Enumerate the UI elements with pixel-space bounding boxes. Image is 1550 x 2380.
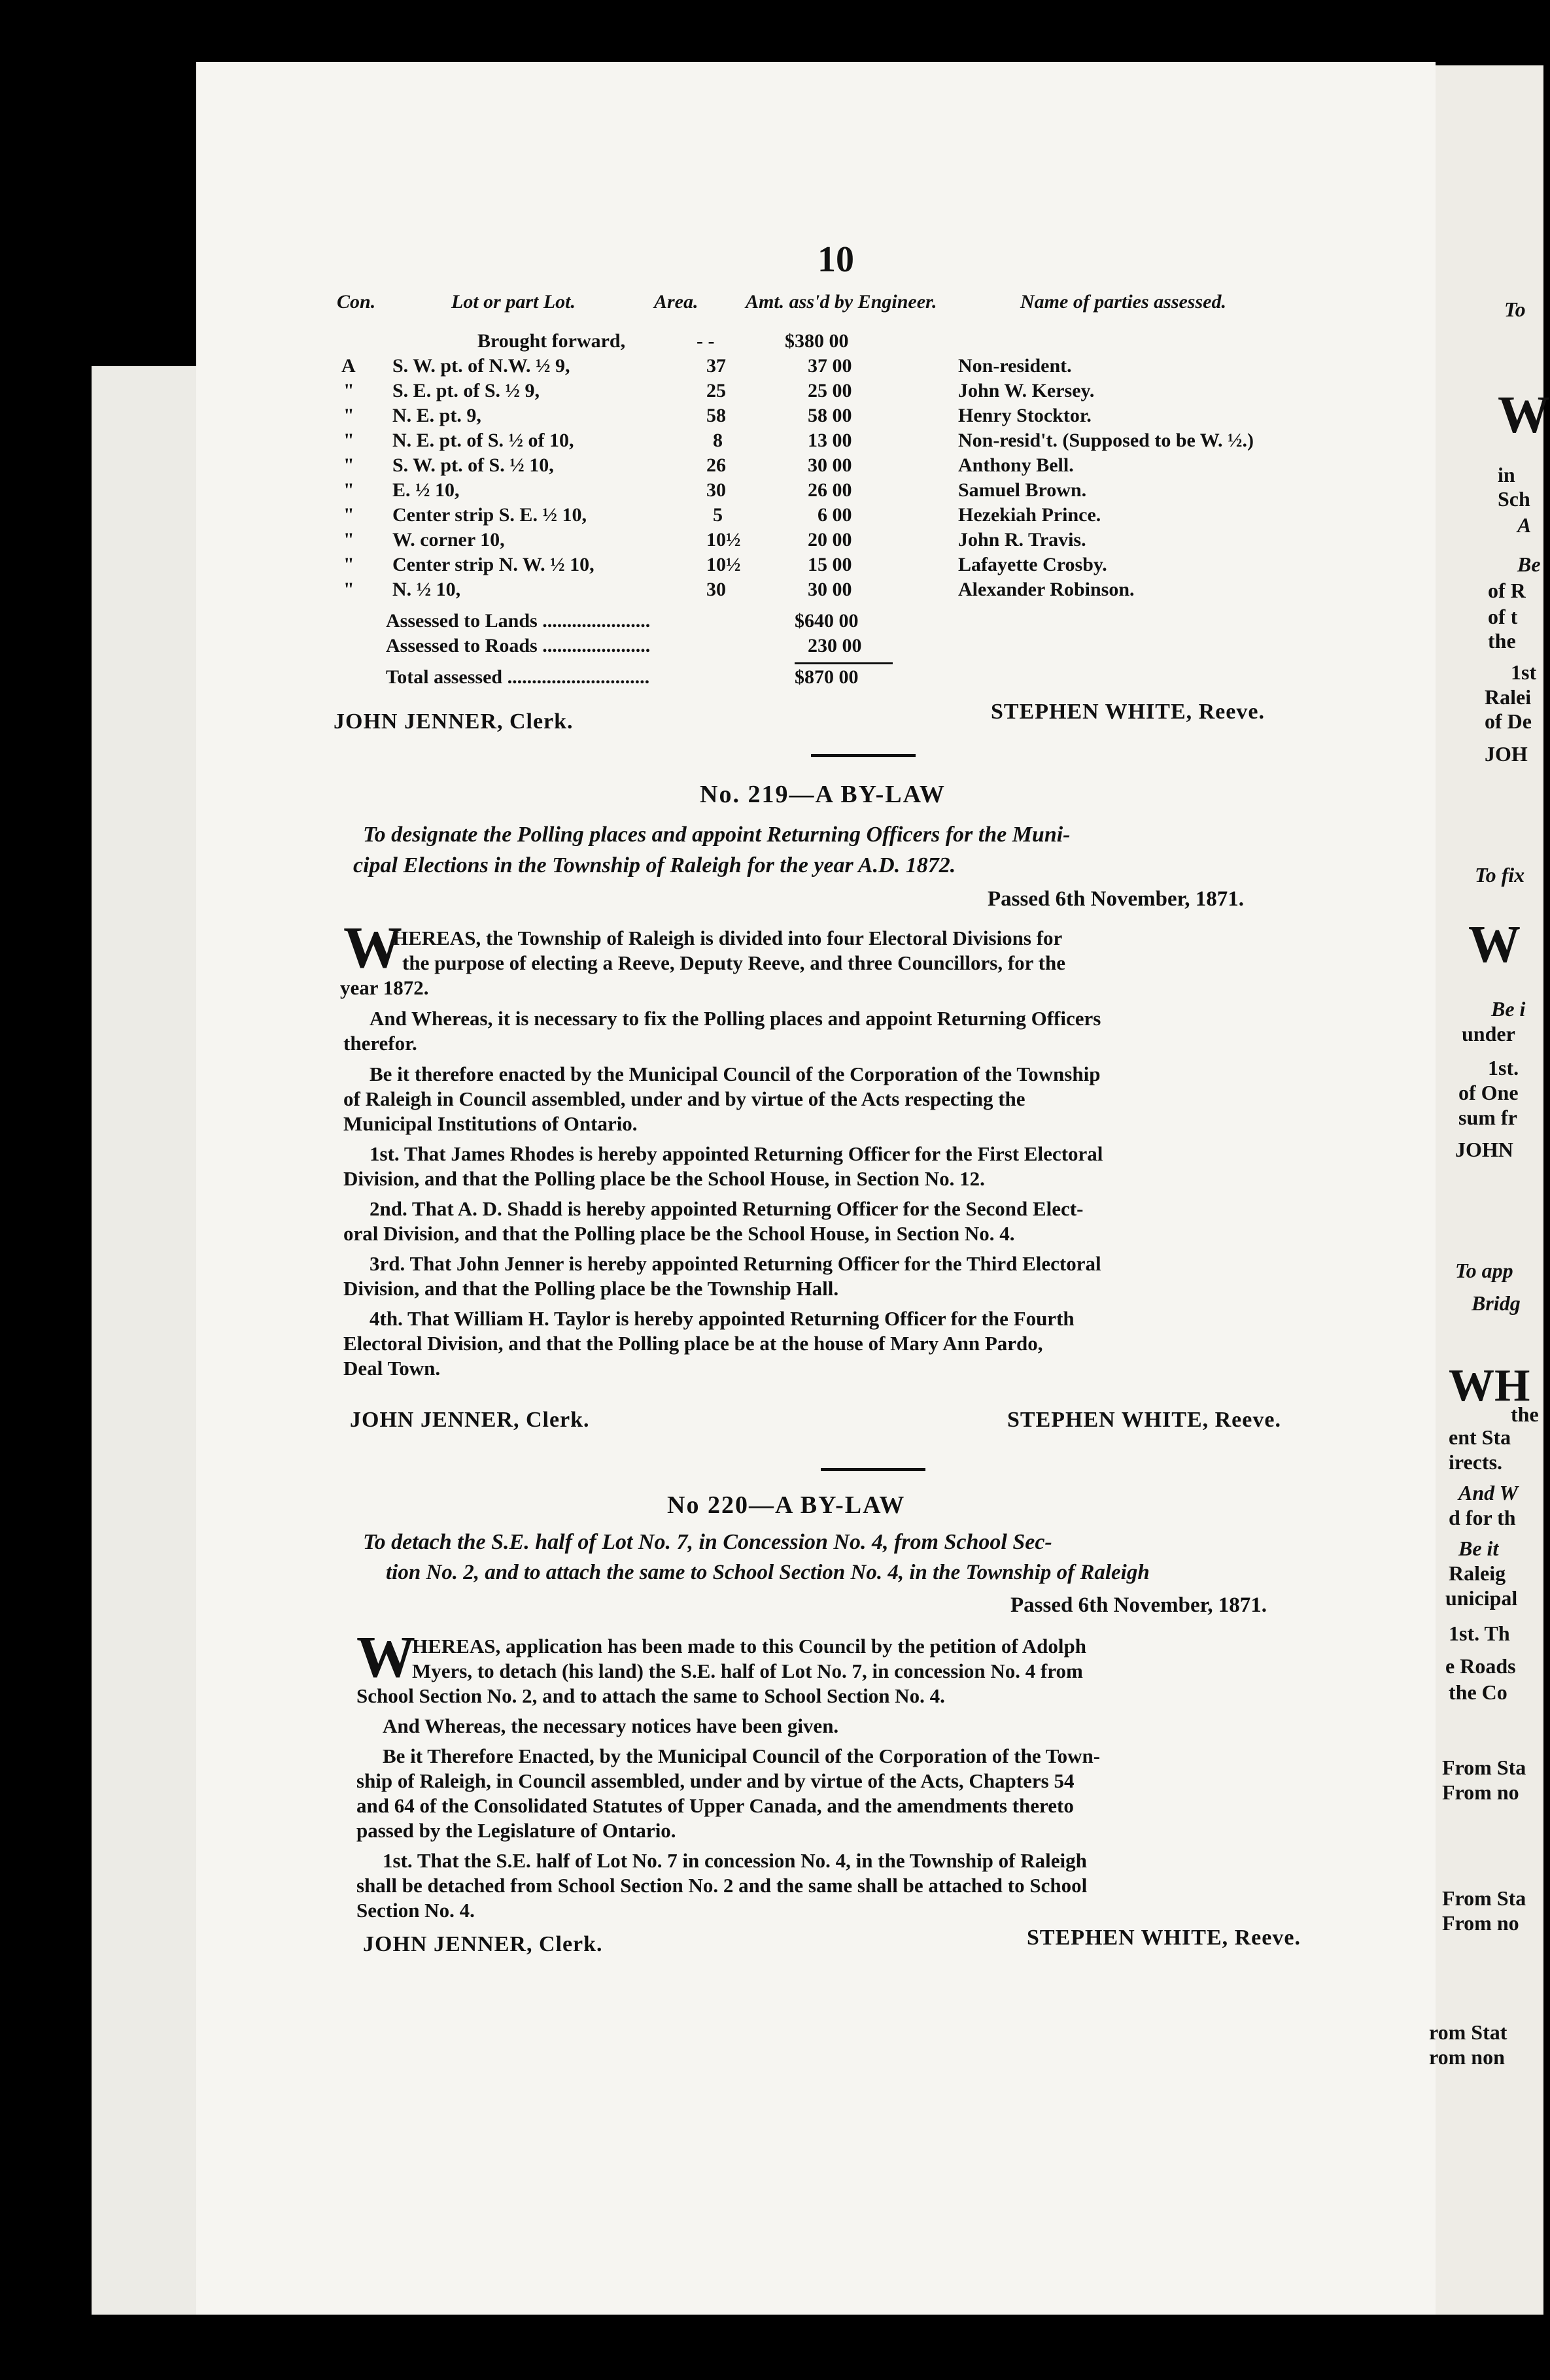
col-header-area: Area. <box>654 291 698 313</box>
paragraph-line: Division, and that the Polling place be the Township Hall. <box>343 1277 839 1300</box>
fragment-text: Ralei <box>1485 685 1532 709</box>
bylaw-219-subtitle: To designate the Polling places and appoint Returning Officers for the Muni- <box>363 823 1071 847</box>
row-con: A <box>341 355 356 377</box>
row-amount: 13 00 <box>808 430 852 451</box>
page-number: 10 <box>818 239 854 280</box>
row-lot: S. W. pt. of N.W. ½ 9, <box>392 355 570 377</box>
paragraph-line: 2nd. That A. D. Shadd is hereby appointed Returning Officer for the Second Elect- <box>370 1197 1084 1220</box>
bylaw-219-subtitle: cipal Elections in the Township of Raleigh for the year A.D. 1872. <box>353 853 956 877</box>
paragraph-line: Section No. 4. <box>356 1899 475 1922</box>
row-area: 5 <box>713 504 723 526</box>
brought-forward-dash: - - <box>697 330 715 352</box>
fragment-text: Bridg <box>1472 1291 1521 1315</box>
fragment-text: W <box>1498 386 1550 444</box>
row-con: " <box>343 479 354 501</box>
fragment-text: W <box>1468 916 1521 974</box>
fragment-text: Be <box>1517 552 1541 576</box>
fragment-text: 1st. Th <box>1449 1622 1510 1645</box>
clerk-signature: JOHN JENNER, Clerk. <box>363 1932 603 1956</box>
drop-cap: W <box>343 915 402 980</box>
paragraph-line: oral Division, and that the Polling place be the School House, in Section No. 4. <box>343 1222 1015 1245</box>
bylaw-220-title: No 220—A BY-LAW <box>667 1491 906 1519</box>
paragraph-line: HEREAS, application has been made to this Council by the petition of Adolph <box>412 1635 1086 1658</box>
paragraph-line: HEREAS, the Township of Raleigh is divided into four Electoral Divisions for <box>392 926 1063 949</box>
paragraph-line: Electoral Division, and that the Polling place be at the house of Mary Ann Pardo, <box>343 1332 1043 1355</box>
fragment-text: d for th <box>1449 1506 1516 1529</box>
fragment-text: unicipal <box>1445 1586 1518 1610</box>
row-area: 25 <box>706 380 726 401</box>
row-amount: 37 00 <box>808 355 852 377</box>
fragment-text: JOH <box>1485 742 1528 766</box>
row-lot: S. W. pt. of S. ½ 10, <box>392 454 554 476</box>
row-con: " <box>343 405 354 426</box>
row-name: Hezekiah Prince. <box>958 504 1101 526</box>
paragraph-line: shall be detached from School Section No. 2 and the same shall be attached to School <box>356 1874 1088 1897</box>
row-con: " <box>343 504 354 526</box>
paragraph-line: Myers, to detach (his land) the S.E. half of Lot No. 7, in concession No. 4 from <box>412 1659 1083 1682</box>
paragraph-line: Be it Therefore Enacted, by the Municipal Council of the Corporation of the Town- <box>383 1744 1101 1767</box>
row-lot: W. corner 10, <box>392 529 505 551</box>
row-name: Non-resident. <box>958 355 1072 377</box>
row-con: " <box>343 554 354 575</box>
row-con: " <box>343 454 354 476</box>
bylaw-220-subtitle: To detach the S.E. half of Lot No. 7, in Concession No. 4, from School Sec- <box>363 1530 1052 1554</box>
total-roads-label: Assessed to Roads ...................... <box>386 635 651 656</box>
fragment-text: From Sta <box>1442 1756 1526 1779</box>
col-header-amount: Amt. ass'd by Engineer. <box>746 291 937 313</box>
row-name: Non-resid't. (Supposed to be W. ½.) <box>958 430 1254 451</box>
paragraph-line: year 1872. <box>340 976 429 999</box>
bylaw-220-subtitle: tion No. 2, and to attach the same to School Section No. 4, in the Township of Raleigh <box>386 1561 1150 1584</box>
drop-cap: W <box>356 1625 415 1690</box>
col-header-con: Con. <box>337 291 376 313</box>
section-divider <box>811 754 916 757</box>
fragment-text: Raleig <box>1449 1561 1506 1585</box>
paragraph-line: Be it therefore enacted by the Municipal Council of the Corporation of the Township <box>370 1062 1101 1085</box>
fragment-text: 1st <box>1511 660 1537 684</box>
row-area: 10½ <box>706 529 741 551</box>
row-con: " <box>343 529 354 551</box>
col-header-lot: Lot or part Lot. <box>451 291 576 313</box>
fragment-text: Sch <box>1498 487 1530 511</box>
row-area: 10½ <box>706 554 741 575</box>
row-name: Henry Stocktor. <box>958 405 1092 426</box>
paragraph-line: Division, and that the Polling place be the School House, in Section No. 12. <box>343 1167 985 1190</box>
total-lands-amount: $640 00 <box>795 610 859 632</box>
paragraph-line: and 64 of the Consolidated Statutes of Upper Canada, and the amendments thereto <box>356 1794 1074 1817</box>
paragraph-line: ship of Raleigh, in Council assembled, under and by virtue of the Acts, Chapters 54 <box>356 1769 1075 1792</box>
paragraph-line: 1st. That James Rhodes is hereby appointed Returning Officer for the First Electoral <box>370 1142 1103 1165</box>
reeve-signature: STEPHEN WHITE, Reeve. <box>1007 1408 1281 1432</box>
clerk-signature: JOHN JENNER, Clerk. <box>350 1408 590 1432</box>
bylaw-219-passed: Passed 6th November, 1871. <box>988 887 1245 911</box>
paragraph-line: of Raleigh in Council assembled, under and by virtue of the Acts respecting the <box>343 1087 1025 1110</box>
row-area: 8 <box>713 430 723 451</box>
total-assessed-amount: $870 00 <box>795 666 859 688</box>
paragraph-line: 4th. That William H. Taylor is hereby appointed Returning Officer for the Fourth <box>370 1307 1075 1330</box>
row-con: " <box>343 579 354 600</box>
fragment-text: sum fr <box>1458 1106 1517 1129</box>
fragment-text: From Sta <box>1442 1886 1526 1910</box>
row-lot: Center strip S. E. ½ 10, <box>392 504 587 526</box>
fragment-text: Be i <box>1491 997 1526 1021</box>
row-name: John W. Kersey. <box>958 380 1095 401</box>
paragraph-line: School Section No. 2, and to attach the same to School Section No. 4. <box>356 1684 945 1707</box>
fragment-text: To app <box>1455 1259 1513 1282</box>
document-page <box>196 62 1436 2315</box>
row-amount: 25 00 <box>808 380 852 401</box>
paragraph-line: Municipal Institutions of Ontario. <box>343 1112 638 1135</box>
row-name: Anthony Bell. <box>958 454 1074 476</box>
fragment-text: of One <box>1458 1081 1519 1104</box>
row-amount: 58 00 <box>808 405 852 426</box>
row-con: " <box>343 380 354 401</box>
fragment-text: under <box>1462 1022 1515 1046</box>
paragraph-line: Deal Town. <box>343 1357 441 1380</box>
row-lot: N. ½ 10, <box>392 579 461 600</box>
paragraph-line: therefor. <box>343 1032 417 1055</box>
fragment-text: the <box>1488 629 1516 653</box>
row-area: 58 <box>706 405 726 426</box>
paragraph-line: passed by the Legislature of Ontario. <box>356 1819 676 1842</box>
total-rule <box>795 662 893 664</box>
fragment-text: From no <box>1442 1780 1519 1804</box>
row-name: Lafayette Crosby. <box>958 554 1107 575</box>
fragment-text: e Roads <box>1445 1654 1516 1678</box>
paragraph-line: And Whereas, the necessary notices have been given. <box>383 1714 839 1737</box>
total-assessed-label: Total assessed ............................. <box>386 666 650 688</box>
row-amount: 30 00 <box>808 579 852 600</box>
section-divider <box>821 1468 925 1471</box>
reeve-signature: STEPHEN WHITE, Reeve. <box>991 700 1265 724</box>
row-lot: N. E. pt. 9, <box>392 405 481 426</box>
row-lot: Center strip N. W. ½ 10, <box>392 554 594 575</box>
fragment-text: the Co <box>1449 1680 1507 1704</box>
fragment-text: To <box>1504 298 1526 321</box>
row-area: 37 <box>706 355 726 377</box>
fragment-text: rom non <box>1429 2045 1505 2069</box>
brought-forward-label: Brought forward, <box>477 330 626 352</box>
row-amount: 20 00 <box>808 529 852 551</box>
bylaw-220-passed: Passed 6th November, 1871. <box>1010 1593 1267 1617</box>
fragment-text: rom Stat <box>1429 2020 1507 2044</box>
paragraph-line: And Whereas, it is necessary to fix the Polling places and appoint Returning Officers <box>370 1007 1101 1030</box>
fragment-text: the <box>1511 1402 1539 1426</box>
fragment-text: WH <box>1449 1361 1530 1411</box>
row-area: 26 <box>706 454 726 476</box>
paragraph-line: 1st. That the S.E. half of Lot No. 7 in concession No. 4, in the Township of Raleigh <box>383 1849 1087 1872</box>
fragment-text: Be it <box>1458 1537 1499 1560</box>
page-edge-left <box>92 366 198 2315</box>
fragment-text: From no <box>1442 1911 1519 1935</box>
row-lot: S. E. pt. of S. ½ 9, <box>392 380 540 401</box>
row-amount: 6 00 <box>818 504 852 526</box>
bylaw-219-title: No. 219—A BY-LAW <box>700 781 946 808</box>
fragment-text: A <box>1517 513 1532 537</box>
fragment-text: To fix <box>1475 863 1525 887</box>
brought-forward-amount: $380 00 <box>785 330 849 352</box>
fragment-text: of R <box>1488 579 1526 602</box>
row-amount: 26 00 <box>808 479 852 501</box>
col-header-names: Name of parties assessed. <box>1020 291 1226 313</box>
reeve-signature: STEPHEN WHITE, Reeve. <box>1027 1926 1301 1950</box>
row-name: Samuel Brown. <box>958 479 1087 501</box>
row-name: Alexander Robinson. <box>958 579 1135 600</box>
row-area: 30 <box>706 579 726 600</box>
paragraph-line: 3rd. That John Jenner is hereby appointed Returning Officer for the Third Electoral <box>370 1252 1101 1275</box>
fragment-text: of De <box>1485 709 1532 733</box>
total-lands-label: Assessed to Lands ...................... <box>386 610 651 632</box>
fragment-text: of t <box>1488 605 1518 628</box>
row-amount: 15 00 <box>808 554 852 575</box>
fragment-text: 1st. <box>1488 1056 1519 1080</box>
fragment-text: ent Sta <box>1449 1425 1511 1449</box>
fragment-text: JOHN <box>1455 1138 1513 1161</box>
clerk-signature: JOHN JENNER, Clerk. <box>334 709 574 734</box>
row-lot: N. E. pt. of S. ½ of 10, <box>392 430 574 451</box>
paragraph-line: the purpose of electing a Reeve, Deputy Reeve, and three Councillors, for the <box>402 951 1065 974</box>
fragment-text: irects. <box>1449 1450 1503 1474</box>
row-name: John R. Travis. <box>958 529 1086 551</box>
row-area: 30 <box>706 479 726 501</box>
total-roads-amount: 230 00 <box>808 635 862 656</box>
row-amount: 30 00 <box>808 454 852 476</box>
fragment-text: in <box>1498 463 1515 486</box>
fragment-text: And W <box>1458 1481 1519 1504</box>
row-lot: E. ½ 10, <box>392 479 460 501</box>
row-con: " <box>343 430 354 451</box>
